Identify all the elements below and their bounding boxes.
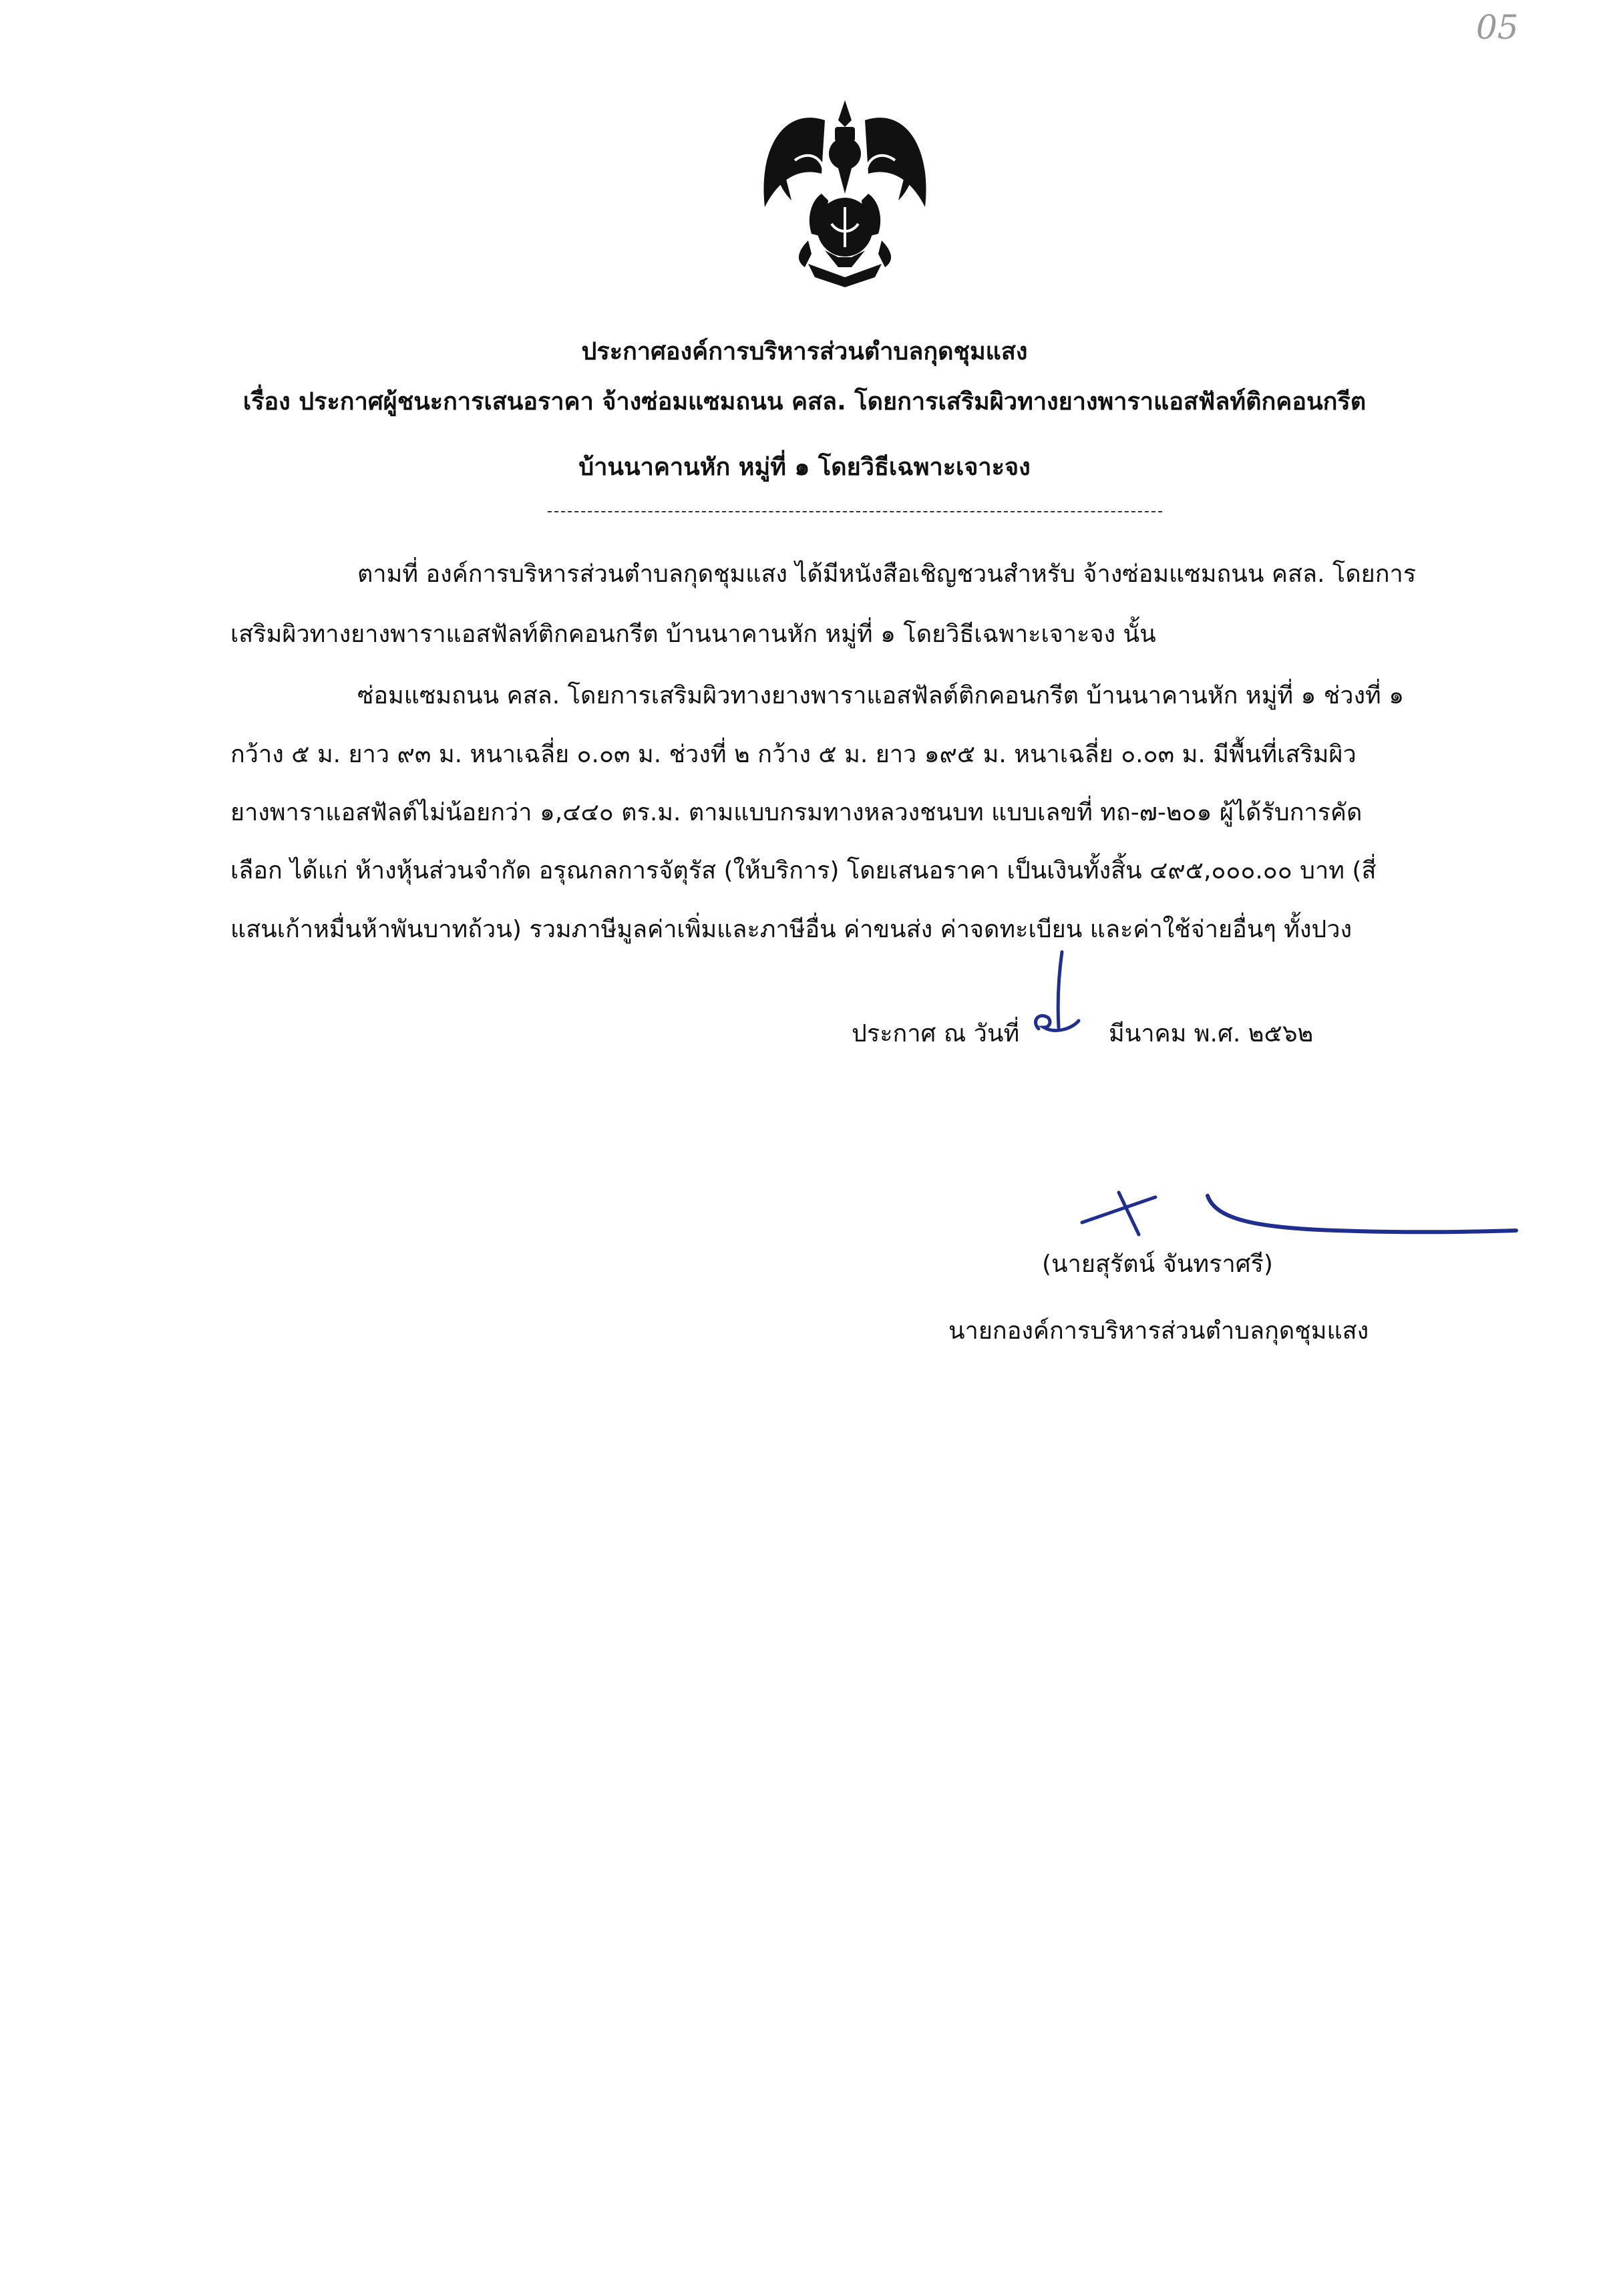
subject-line-1: เรื่อง ประกาศผู้ชนะการเสนอราคา จ้างซ่อมแซมถนน คสล. โดยการเสริมผิวทางยางพาราแอสฟัลท์ติกคอนกรีต [242, 388, 1367, 416]
garuda-emblem [745, 94, 945, 307]
signer-name: (นายสุรัตน์ จันทราศรี) [1042, 1251, 1273, 1278]
announcement-month-year: มีนาคม พ.ศ. ๒๕๖๒ [1109, 1020, 1314, 1047]
subject-line-2: บ้านนาคานหัก หมู่ที่ ๑ โดยวิธีเฉพาะเจาะจง [578, 454, 1031, 481]
page-number: 05 [1476, 8, 1519, 47]
separator-dashes [548, 511, 1162, 512]
paragraph-2-line-4: เลือก ได้แก่ ห้างหุ้นส่วนจำกัด อรุณกลการจัตุรัส (ให้บริการ) โดยเสนอราคา เป็นเงินทั้งสิ้น ๔๙๕,๐๐๐.๐๐ บาท (สี่ [230, 857, 1377, 884]
paragraph-2-line-1: ซ่อมแซมถนน คสล. โดยการเสริมผิวทางยางพาราแอสฟัลต์ติกคอนกรีต บ้านนาคานหัก หมู่ที่ ๑ ช่วงที่ ๑ [357, 682, 1405, 709]
handwritten-day [1025, 949, 1085, 1049]
paragraph-2-line-5: แสนเก้าหมื่นห้าพันบาทถ้วน) รวมภาษีมูลค่าเพิ่มและภาษีอื่น ค่าขนส่ง ค่าจดทะเบียน และค่าใช้จ่ายอื่นๆ ทั้งปวง [230, 916, 1353, 943]
paragraph-1-line-1: ตามที่ องค์การบริหารส่วนตำบลกุดชุมแสง ได้มีหนังสือเชิญชวนสำหรับ จ้างซ่อมแซมถนน คสล. โดยการ [357, 560, 1417, 588]
paragraph-1-line-2: เสริมผิวทางยางพาราแอสฟัลท์ติกคอนกรีต บ้านนาคานหัก หมู่ที่ ๑ โดยวิธีเฉพาะเจาะจง นั้น [230, 621, 1156, 648]
announcement-title: ประกาศองค์การบริหารส่วนตำบลกุดชุมแสง [581, 338, 1028, 365]
paragraph-2-line-3: ยางพาราแอสฟัลต์ไม่น้อยกว่า ๑,๔๔๐ ตร.ม. ตามแบบกรมทางหลวงชนบท แบบเลขที่ ทถ-๗-๒๐๑ ผู้ได้รับการคัด [230, 799, 1363, 826]
paragraph-2-line-2: กว้าง ๕ ม. ยาว ๙๓ ม. หนาเฉลี่ย ๐.๐๓ ม. ช่วงที่ ๒ กว้าง ๕ ม. ยาว ๑๙๕ ม. หนาเฉลี่ย ๐.๐๓ ม. มีพื้นที่เสริมผิว [230, 741, 1357, 768]
announcement-date-label: ประกาศ ณ วันที่ [852, 1020, 1020, 1047]
signer-position: นายกองค์การบริหารส่วนตำบลกุดชุมแสง [948, 1317, 1369, 1345]
